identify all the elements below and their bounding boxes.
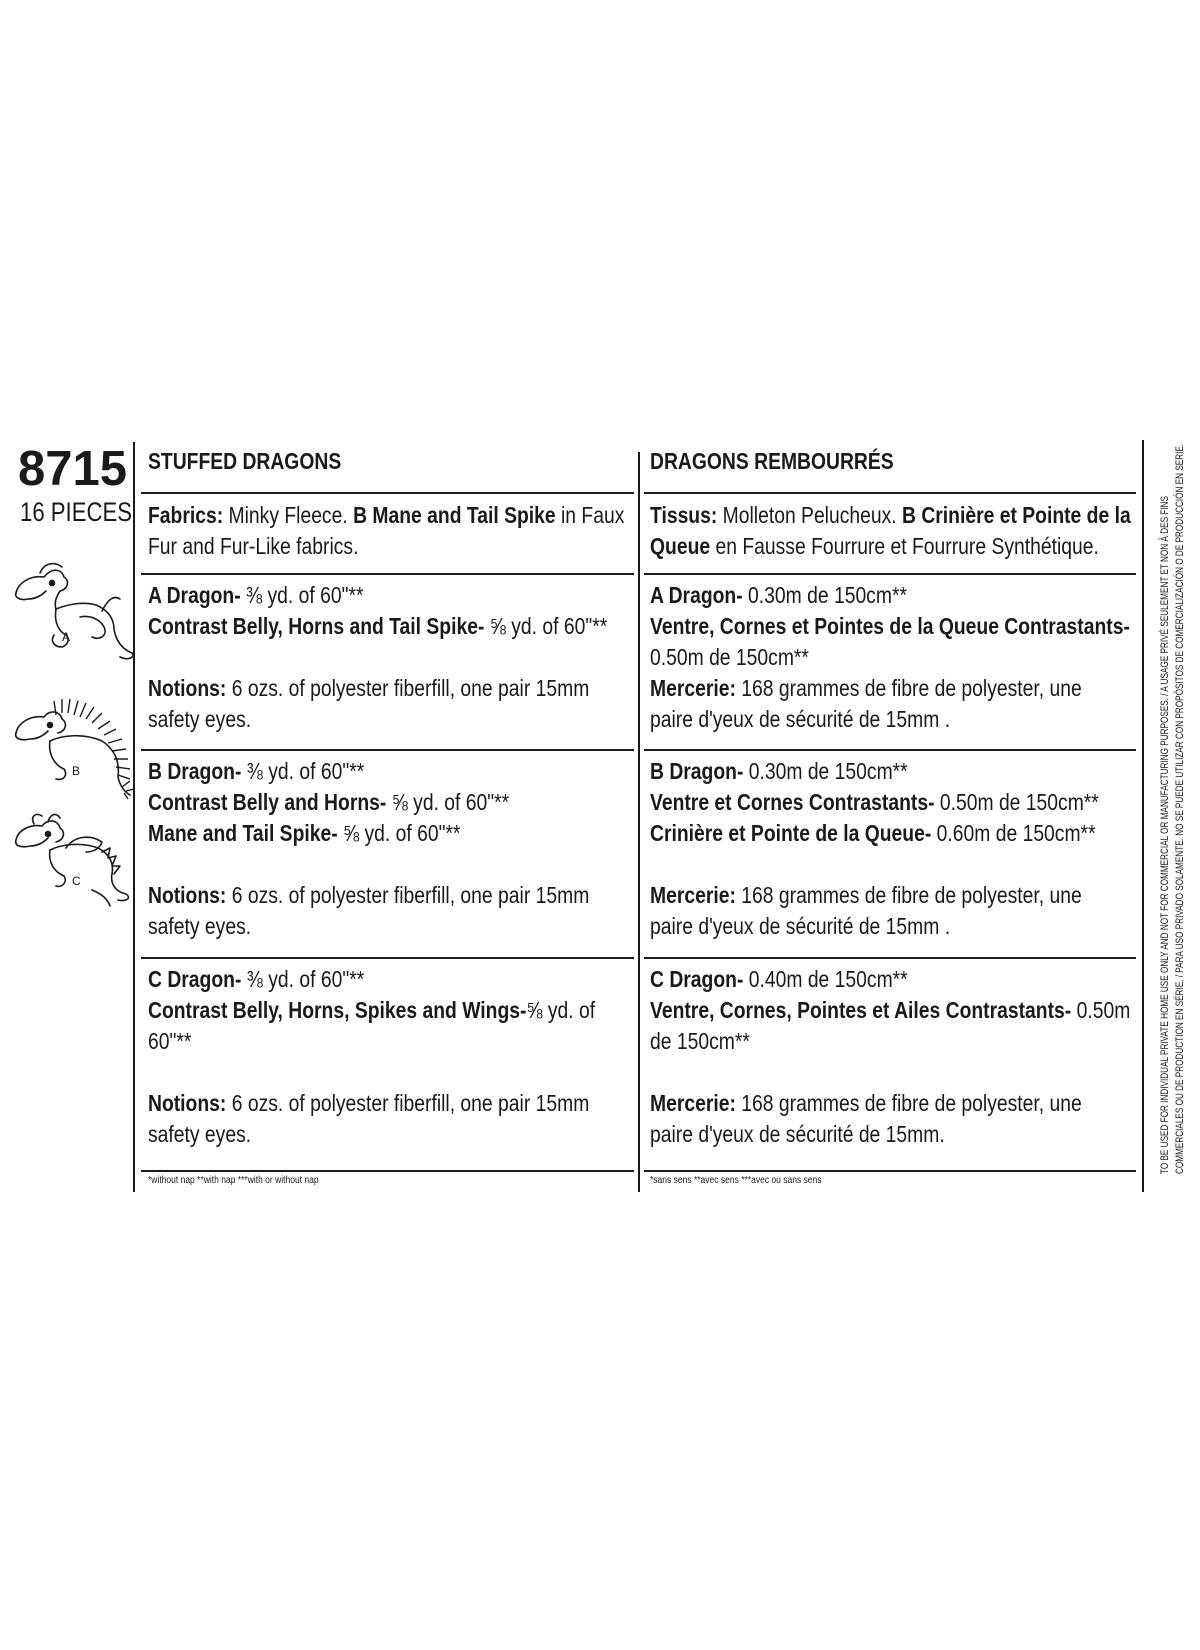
en-nap-footnote: *without nap **with nap ***with or without nap: [148, 1175, 319, 1186]
fr-divider-1: [644, 492, 1136, 494]
view-label-c: C: [72, 874, 81, 888]
en-fabrics-block: Fabrics: Minky Fleece. B Mane and Tail Spike in Faux Fur and Fur-Like fabrics.: [148, 502, 625, 559]
dragon-c-illustration: [10, 808, 135, 913]
en-section-title: STUFFED DRAGONS: [148, 448, 342, 474]
fr-divider-2: [644, 573, 1136, 575]
fr-section-title: DRAGONS REMBOURRÉS: [650, 448, 894, 474]
en-fabrics-label: Fabrics:: [148, 502, 224, 528]
en-divider-3: [141, 749, 634, 751]
fr-divider-5: [644, 1170, 1136, 1172]
en-divider-2: [141, 573, 634, 575]
en-view-c-block: C Dragon- ⅜ yd. of 60"** Contrast Belly, Horns, Spikes and Wings-⅝ yd. of 60"** Notions: 6 ozs. of polyester fiberfill, one pair 15mm safety eyes.: [148, 966, 596, 1147]
fr-view-b-block: B Dragon- 0.30m de 150cm** Ventre et Cornes Contrastants- 0.50m de 150cm** Crinière et Pointe de la Queue- 0.60m de 150cm** Mercerie: 168 grammes de fibre de polyester, une paire d'yeux de sécurité de 15mm .: [650, 758, 1099, 939]
en-view-a-block: A Dragon- ⅜ yd. of 60"** Contrast Belly, Horns and Tail Spike- ⅝ yd. of 60"** Notions: 6 ozs. of polyester fiberfill, one pair 15mm safety eyes.: [148, 582, 608, 732]
en-notions-label: Notions:: [148, 675, 227, 701]
fr-view-c-block: C Dragon- 0.40m de 150cm** Ventre, Cornes, Pointes et Ailes Contrastants- 0.50m de 150cm** Mercerie: 168 grammes de fibre de polyester, une paire d'yeux de sécurité de 15mm.: [650, 966, 1131, 1147]
view-label-b: B: [72, 764, 81, 778]
pattern-number: 8715: [18, 442, 128, 496]
fr-notions-label: Mercerie:: [650, 675, 736, 701]
en-divider-1: [141, 492, 634, 494]
fr-divider-4: [644, 957, 1136, 959]
left-column-divider: [133, 442, 135, 1192]
fr-view-a-block: A Dragon- 0.30m de 150cm** Ventre, Cornes et Pointes de la Queue Contrastants- 0.50m de 150cm** Mercerie: 168 grammes de fibre de polyester, une paire d'yeux de sécurité de 15mm .: [650, 582, 1130, 732]
dragon-a-illustration: [10, 555, 135, 670]
fr-fabrics-label: Tissus:: [650, 502, 718, 528]
en-divider-5: [141, 1170, 634, 1172]
pattern-pieces-count: 16 PIECES: [20, 497, 132, 527]
fr-fabrics-block: Tissus: Molleton Pelucheux. B Crinière et Pointe de la Queue en Fausse Fourrure et Fourrure Synthétique.: [650, 502, 1131, 559]
en-divider-4: [141, 957, 634, 959]
fr-divider-3: [644, 749, 1136, 751]
en-view-b-block: B Dragon- ⅜ yd. of 60"** Contrast Belly and Horns- ⅝ yd. of 60"** Mane and Tail Spike- ⅝ yd. of 60"** Notions: 6 ozs. of polyester fiberfill, one pair 15mm safety eyes.: [148, 758, 590, 939]
view-label-a: A: [62, 630, 71, 644]
fr-nap-footnote: *sans sens **avec sens ***avec ou sans sens: [650, 1175, 822, 1186]
legal-notice: TO BE USED FOR INDIVIDUAL PRIVATE HOME USE ONLY AND NOT FOR COMMERCIAL OR MANUFACTURING PURPOSES. / A USAGE PRIVÉ SEULEMENT ET NON À DES FINS COMMERCIALES OU DE PRODUCTION EN SÉRIE. / PARA USO PRIVADO SOLAMENTE. NO SE PUEDE UTILIZAR CON PROPÓSITOS DE COMERCIALIZACIÓN O DE PRODUCCIÓN EN SERIE.: [1159, 443, 1186, 1174]
dragon-b-illustration: [10, 695, 135, 800]
